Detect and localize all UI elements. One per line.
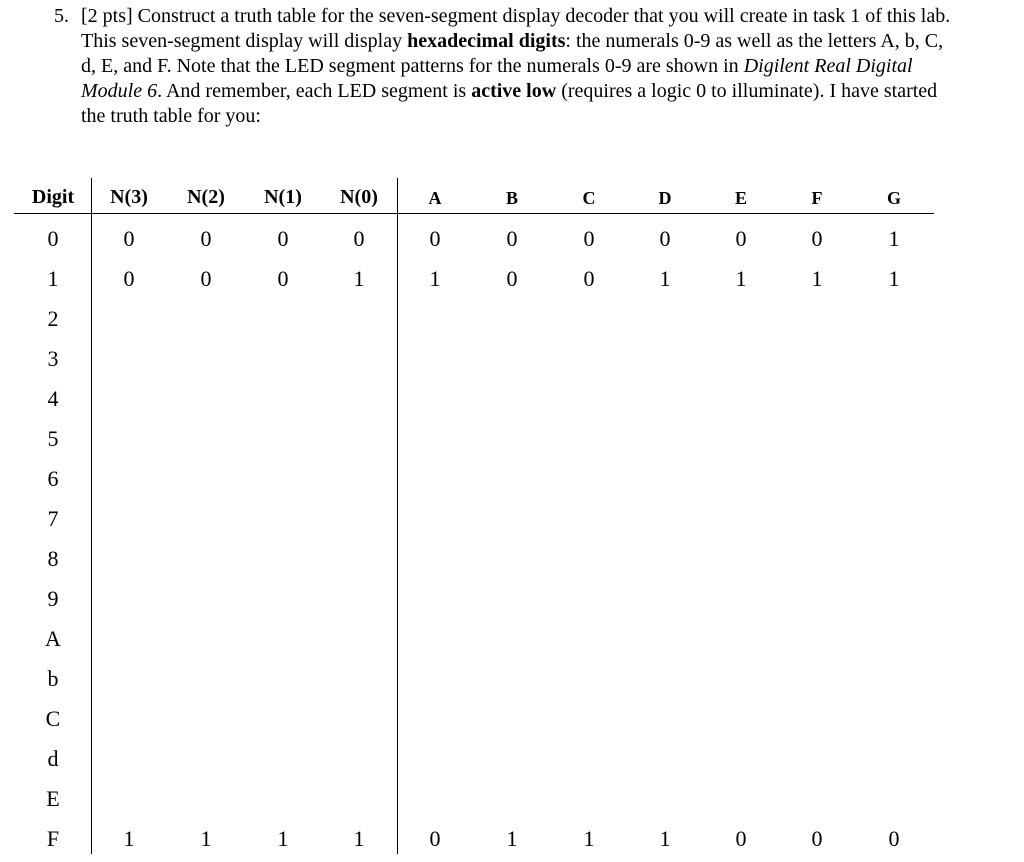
table-row [14,378,934,418]
table-row [14,338,934,378]
table-cell: 0 [735,826,747,851]
question-body [81,4,954,129]
header-c: C [582,188,596,208]
table-cell: 0 [583,266,595,291]
header-a: A [428,188,442,208]
digit-cell: d [47,746,59,771]
header-divider [14,213,934,214]
italic-module-reference: Digilent Real Digital Module 6 [81,55,913,102]
question-text-part: (requires a logic 0 to illuminate). I have started the truth table for you: [81,80,938,127]
digit-cell: A [45,626,61,651]
header-n3: N(3) [110,186,148,208]
header-n0: N(0) [340,186,378,208]
digit-cell: F [46,826,60,851]
table-row [14,538,934,578]
table-cell: 0 [506,226,518,251]
digit-cell: 9 [47,586,59,611]
table-cell: 1 [429,266,441,291]
table-row [14,818,934,858]
table-cell: 0 [277,266,289,291]
digit-cell: 7 [47,506,59,531]
question-number: 5. [54,5,69,27]
table-cell: 1 [659,826,671,851]
table-cell: 0 [811,826,823,851]
header-b: B [505,188,519,208]
table-cell: 0 [200,226,212,251]
table-cell: 1 [506,826,518,851]
table-cell: 1 [277,826,289,851]
digit-cell: 3 [47,346,59,371]
table-cell: 1 [123,826,135,851]
digit-cell: 6 [47,466,59,491]
table-cell: 0 [123,266,135,291]
table-row [14,578,934,618]
table-row [14,458,934,498]
table-cell: 0 [506,266,518,291]
truth-table-header [14,178,934,214]
table-cell: 1 [353,266,365,291]
table-cell: 0 [200,266,212,291]
table-cell: 1 [888,226,900,251]
digit-cell: 4 [47,386,59,411]
digit-cell: 0 [47,226,59,251]
question-text-part: . And remember, each LED segment is [157,80,472,102]
table-cell: 0 [123,226,135,251]
digit-cell: 2 [47,306,59,331]
table-row [14,218,934,258]
table-row [14,298,934,338]
table-cell: 1 [811,266,823,291]
table-row [14,658,934,698]
header-d: D [658,188,672,208]
header-f: F [811,188,823,208]
bold-active-low: active low [471,80,557,102]
question-text-part: [2 pts] Construct a truth table for the seven-segment display decoder that you will create in task 1 of this lab. This seven-segment display will display [81,5,951,52]
table-cell: 0 [888,826,900,851]
header-g: G [886,188,902,208]
table-cell: 0 [353,226,365,251]
table-cell: 0 [735,226,747,251]
table-cell: 1 [200,826,212,851]
digit-cell: E [46,786,60,811]
header-e: E [734,188,748,208]
table-cell: 0 [429,826,441,851]
table-cell: 1 [735,266,747,291]
truth-table [14,178,934,854]
digit-cell: 5 [47,426,59,451]
table-row [14,498,934,538]
table-cell: 0 [811,226,823,251]
table-row [14,778,934,818]
table-row [14,618,934,658]
digit-cell: b [47,666,59,691]
table-cell: 0 [659,226,671,251]
question-text-part: : the numerals 0-9 as well as the letters A, b, C, d, E, and F. Note that the LED segment patterns for the numerals 0-9 are shown in [81,30,944,77]
digit-cell: C [45,706,61,731]
question-text [54,4,954,129]
table-cell: 1 [888,266,900,291]
table-row [14,738,934,778]
header-digit: Digit [31,186,75,208]
table-row [14,258,934,298]
table-cell: 1 [659,266,671,291]
table-cell: 1 [353,826,365,851]
digit-cell: 1 [47,266,59,291]
bold-hexadecimal-digits: hexadecimal digits [407,30,566,52]
table-cell: 1 [583,826,595,851]
header-n2: N(2) [187,186,225,208]
table-cell: 0 [277,226,289,251]
table-row [14,418,934,458]
table-cell: 0 [583,226,595,251]
header-n1: N(1) [264,186,302,208]
table-cell: 0 [429,226,441,251]
table-row [14,698,934,738]
digit-cell: 8 [47,546,59,571]
